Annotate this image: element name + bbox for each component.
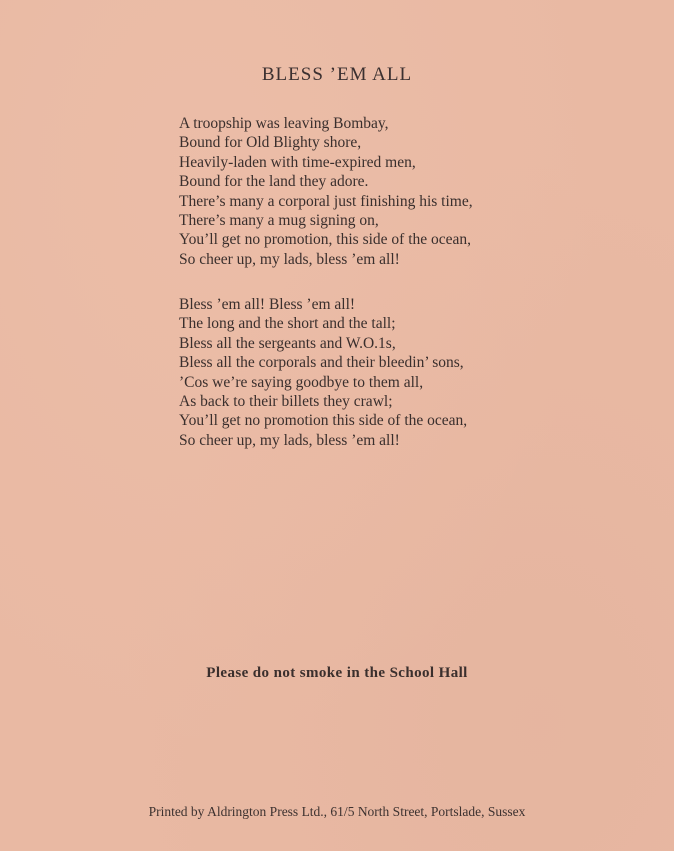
lyric-line: Bound for the land they adore.: [179, 173, 369, 191]
lyric-line: So cheer up, my lads, bless ’em all!: [179, 431, 400, 449]
song-title: BLESS ’EM ALL: [261, 64, 413, 85]
lyric-line: As back to their billets they crawl;: [179, 393, 393, 411]
verse-stanza: [179, 114, 473, 269]
lyric-line: Bless all the sergeants and W.O.1s,: [179, 334, 396, 352]
lyric-line: ’Cos we’re saying goodbye to them all,: [179, 373, 424, 391]
lyric-line: Bound for Old Blighty shore,: [179, 134, 362, 152]
lyric-line: The long and the short and the tall;: [179, 315, 396, 333]
lyric-line: You’ll get no promotion, this side of the ocean,: [179, 231, 472, 249]
lyric-line: Heavily-laden with time-expired men,: [179, 153, 416, 171]
printer-imprint: Printed by Aldrington Press Ltd., 61/5 North Street, Portslade, Sussex: [148, 804, 526, 819]
lyric-line: So cheer up, my lads, bless ’em all!: [179, 250, 400, 268]
lyric-line: Bless ’em all! Bless ’em all!: [179, 296, 356, 313]
no-smoking-notice: Please do not smoke in the School Hall: [206, 665, 468, 681]
lyric-line: There’s many a mug signing on,: [179, 212, 379, 230]
lyric-line: There’s many a corporal just finishing his time,: [179, 192, 473, 210]
lyric-line: You’ll get no promotion this side of the ocean,: [179, 412, 468, 430]
lyric-line: Bless all the corporals and their bleedin’ sons,: [179, 354, 464, 372]
chorus-stanza: [179, 295, 467, 450]
lyric-line: A troopship was leaving Bombay,: [179, 115, 389, 132]
